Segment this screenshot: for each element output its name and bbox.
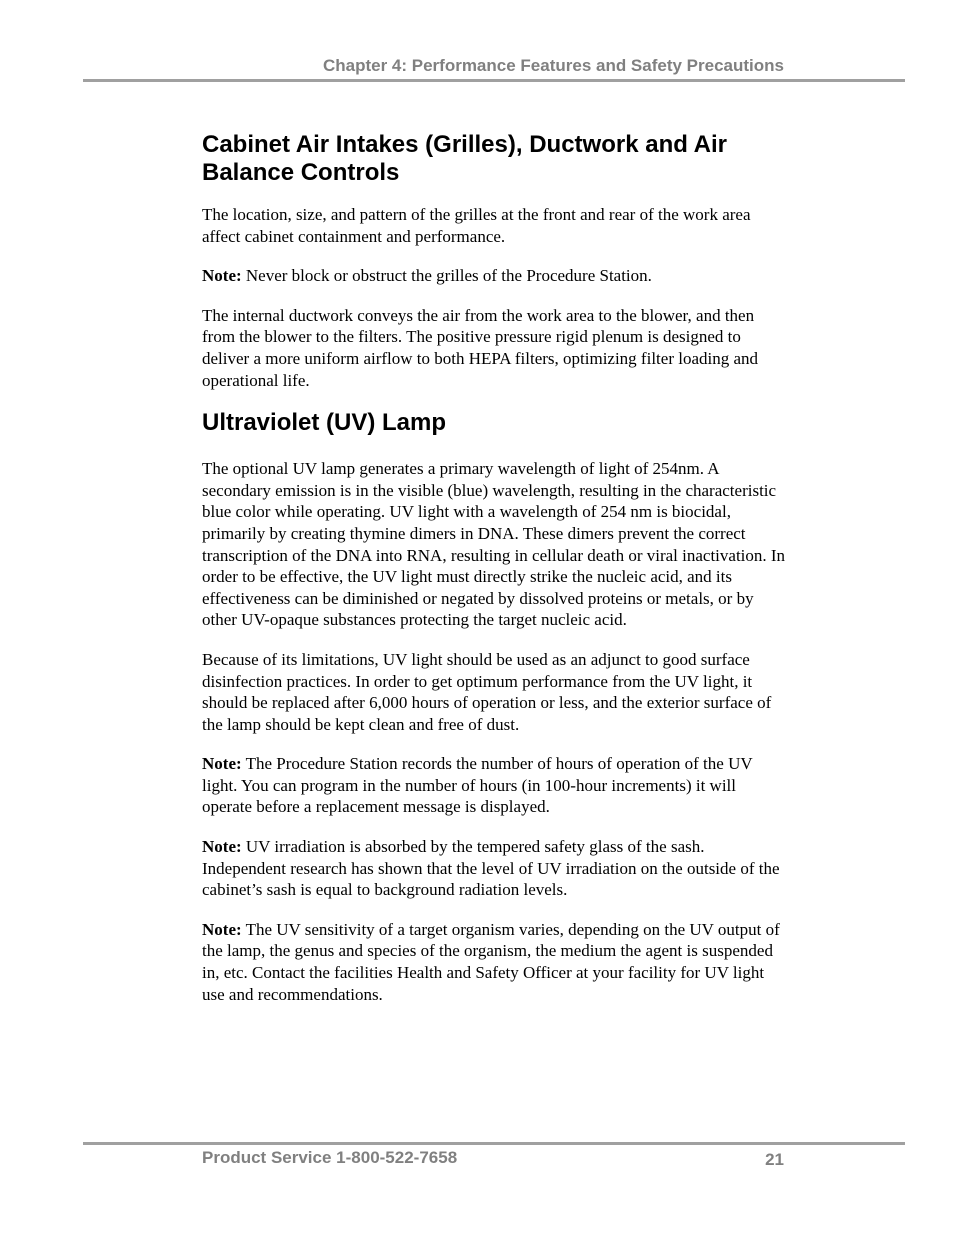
page-content xyxy=(202,128,788,1023)
note-grilles-block xyxy=(202,265,788,287)
paragraph-uv-wavelength xyxy=(202,458,788,631)
paragraph-text: The location, size, and pattern of the grilles at the front and rear of the work area affect cabinet containment and performance. xyxy=(202,205,751,246)
section-heading-air-intakes: Cabinet Air Intakes (Grilles), Ductwork and Air Balance Controls xyxy=(202,131,727,186)
note-text: The Procedure Station records the number of hours of operation of the UV light. You can program in the number of hours (in 100-hour increments) it will operate before a replacement message is displayed. xyxy=(202,754,753,817)
note-text: UV irradiation is absorbed by the tempered safety glass of the sash. Independent research has shown that the level of UV irradiation on the outside of the cabinet’s sash is equal to background radiation levels. xyxy=(202,837,780,900)
note-uv-hours xyxy=(202,753,788,818)
chapter-header: Chapter 4: Performance Features and Safety Precautions xyxy=(322,56,784,75)
note-uv-irradiation xyxy=(202,836,788,901)
product-service-phone: Product Service 1-800-522-7658 xyxy=(202,1148,458,1167)
paragraph-grilles-location xyxy=(202,204,788,247)
note-label: Note: xyxy=(202,837,242,857)
paragraph-uv-limitations xyxy=(202,649,788,735)
note-text: The UV sensitivity of a target organism varies, depending on the UV output of the lamp, the genus and species of the organism, the medium the agent is suspended in, etc. Contact the facilities Health and Safety Officer at your facility for UV light use and recommendations. xyxy=(202,919,780,1004)
note-text: Never block or obstruct the grilles of the Procedure Station. xyxy=(241,266,652,286)
footer-divider xyxy=(83,1142,905,1145)
paragraph-text: The internal ductwork conveys the air from the work area to the blower, and then from the blower to the filters. The positive pressure rigid plenum is designed to deliver a more uniform airflow to both HEPA filters, optimizing filter loading and operational life. xyxy=(202,305,759,390)
paragraph-text: Because of its limitations, UV light should be used as an adjunct to good surface disinfection practices. In order to get optimum performance from the UV light, it should be replaced after 6,000 hours of operation or less, and the exterior surface of the lamp should be kept clean and free of dust. xyxy=(202,649,772,734)
note-label: Note: xyxy=(202,266,242,286)
paragraph-ductwork xyxy=(202,305,788,391)
page-number: 21 xyxy=(765,1150,784,1169)
note-label: Note: xyxy=(202,754,242,774)
note-label: Note: xyxy=(202,919,242,939)
header-divider xyxy=(83,79,905,82)
paragraph-text: The optional UV lamp generates a primary wavelength of light of 254nm. A secondary emission is in the visible (blue) wavelength, resulting in the characteristic blue color while operating. UV light with a wavelength of 254 nm is biocidal, primarily by creating thymine dimers in DNA. These dimers prevent the correct transcription of the DNA into RNA, resulting in cellular death or viral inactivation. In order to be effective, the UV light must directly strike the nucleic acid, and its effectiveness can be diminished or negated by dissolved proteins or metals, or by other UV-opaque substances protecting the target nucleic acid. xyxy=(202,459,786,630)
note-uv-sensitivity xyxy=(202,919,788,1005)
section-heading-uv-lamp: Ultraviolet (UV) Lamp xyxy=(202,409,447,437)
